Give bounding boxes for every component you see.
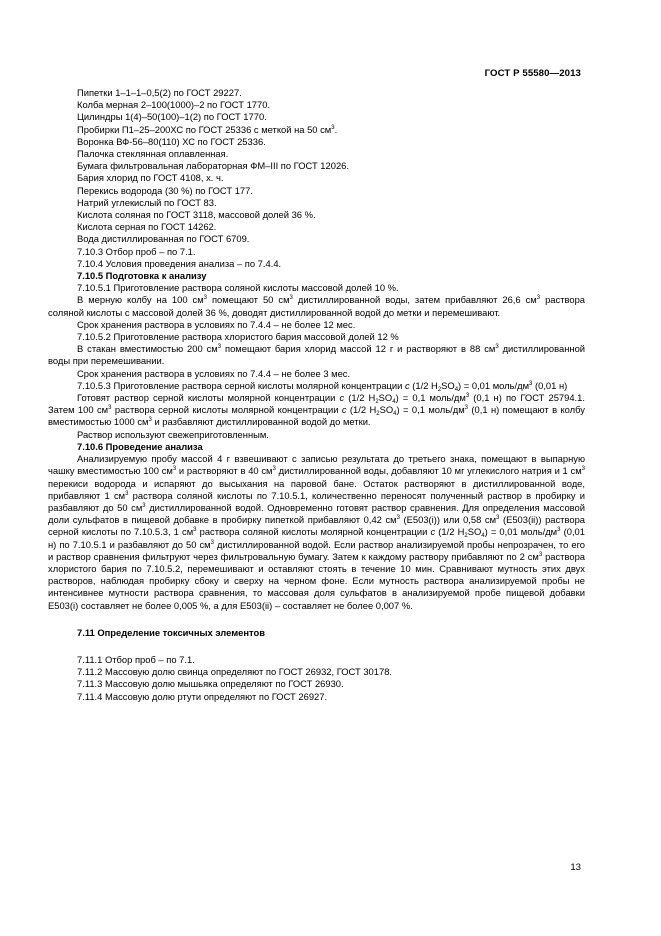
bacl-preparation-paragraph: В стакан вместимостью 200 $см^3$ помещают бария хлорид массой 12 г и растворяют в 88 $см^3$ дистиллированной воды при перемешивании. xyxy=(48,343,586,367)
equipment-item: Колба мерная 2–100(1000)–2 по ГОСТ 1770. xyxy=(77,99,271,111)
equipment-item: Воронка ВФ-56–80(110) ХС по ГОСТ 25336. xyxy=(77,135,266,147)
equipment-item: Бумага фильтровальная лабораторная ФМ–III по ГОСТ 12026. xyxy=(77,160,349,172)
equipment-item: Натрий углекислый по ГОСТ 83. xyxy=(77,196,217,208)
equipment-item: Пробирки П1–25–200ХС по ГОСТ 25336 с меткой на 50 $см^3$. xyxy=(77,123,338,135)
equipment-item: Цилиндры 1(4)–50(100)–1(2) по ГОСТ 1770. xyxy=(77,111,267,123)
page-body xyxy=(48,87,585,703)
equipment-item: Бария хлорид по ГОСТ 4108, х. ч. xyxy=(77,172,224,184)
equipment-item: Кислота серная по ГОСТ 14262. xyxy=(77,221,217,233)
document-header: ГОСТ Р 55580—2013 xyxy=(484,68,581,79)
storage-note: Срок хранения раствора в условиях по 7.4.4 – не более 12 мес. xyxy=(77,318,356,330)
equipment-item: Вода дистиллированная по ГОСТ 6709. xyxy=(77,233,250,245)
equipment-item: Перекись водорода (30 %) по ГОСТ 177. xyxy=(77,184,253,196)
section-7-11-item: 7.11.3 Массовую долю мышьяка определяют по ГОСТ 26930. xyxy=(77,678,344,690)
section-7-10-5-2: 7.10.5.2 Приготовление раствора хлористого бария массовой долей 12 % xyxy=(77,331,399,343)
equipment-item: Палочка стеклянная оплавленная. xyxy=(77,148,229,160)
section-7-10-5-1: 7.10.5.1 Приготовление раствора соляной кислоты массовой долей 10 %. xyxy=(77,282,399,294)
hcl-preparation-paragraph: В мерную колбу на 100 $см^3$ помещают 50 $см^3$ дистиллированной воды, затем прибавляют 26,6 $см^3$ раствора соляной кислоты с массовой долей 36 %, доводят дистиллированной водой до метки и перемешивают. xyxy=(48,294,586,318)
section-7-10-4: 7.10.4 Условия проведения анализа – по 7.4.4. xyxy=(77,257,282,269)
page-number: 13 xyxy=(570,862,581,873)
section-7-11-item: 7.11.4 Массовую долю ртути определяют по ГОСТ 26927. xyxy=(77,690,328,702)
section-7-10-5-3: 7.10.5.3 Приготовление раствора серной кислоты молярной концентрации с (1/2 $H_2SO_4) = 0,01$ моль/$дм^3$ (0,01 н) xyxy=(77,379,568,393)
section-7-10-5-heading: 7.10.5 Подготовка к анализу xyxy=(77,270,207,282)
section-7-11-item: 7.11.2 Массовую долю свинца определяют по ГОСТ 26932, ГОСТ 30178. xyxy=(77,666,393,678)
h2so4-preparation-paragraph: Готовят раствор серной кислоты молярной концентрации с (1/2 $H_2SO_4) = 0,1$ моль/$дм^3$ (0,1 н) по ГОСТ 25794.1. Затем 100 $см^3$ раствора серной кислоты молярной концентрации с (1/2 $H_2SO_4) = 0,1$ моль/$дм^3$ (0,1 н) помещают в колбу вместимостью 1000 $см^3$ и разбавляют дистиллированной водой до метки. xyxy=(48,392,585,428)
section-7-10-3: 7.10.3 Отбор проб – по 7.1. xyxy=(77,245,196,257)
storage-note: Срок хранения раствора в условиях по 7.4.4 – не более 3 мес. xyxy=(77,367,351,379)
section-7-11-item: 7.11.1 Отбор проб – по 7.1. xyxy=(77,653,195,665)
section-7-10-6-heading: 7.10.6 Проведение анализа xyxy=(77,440,203,452)
section-7-11-heading: 7.11 Определение токсичных элементов xyxy=(77,626,265,638)
fresh-solution-note: Раствор используют свежеприготовленным. xyxy=(77,428,269,440)
equipment-item: Пипетки 1–1–1–0,5(2) по ГОСТ 29227. xyxy=(77,87,242,98)
equipment-item: Кислота соляная по ГОСТ 3118, массовой долей 36 %. xyxy=(77,209,316,221)
analysis-paragraph: Анализируемую пробу массой 4 г взвешивают с записью результата до третьего знака, помещают в выпарную чашку вместимостью 100 $см^3$ и растворяют в 40 $см^3$ дистиллированной воды, добавляют 10 мг углекислого натрия и 1 $см^3$ перекиси водорода и испаряют до высыхания на паровой бане. Остаток растворяют в дистиллированной воде, прибавляют 1 $см^3$ раствора соляной кислоты по 7.10.5.1, количественно переносят полученный раствор в пробирку и разбавляют до 50 $см^3$ дистиллированной водой. Одновременно готовят раствор сравнения. Для определения массовой доли сульфатов в пищевой добавке в пробирку пипеткой прибавляют 0,42 $см^3$ (E503(i)) или 0,58 $см^3$ (E503(ii)) раствора серной кислоты по 7.10.5.3, 1 $см^3$ раствора соляной кислоты молярной концентрации с (1/2 $H_2SO_4) = 0,01$ моль/$дм^3$ (0,01 н) по 7.10.5.1 и разбавляют до 50 $см^3$ дистиллированной водой. Если раствор анализируемой пробы непрозрачен, то его и раствор сравнения фильтруют через фильтровальную бумагу. Затем к каждому раствору прибавляют по 2 $см^3$ раствора хлористого бария по 7.10.5.2, перемешивают и оставляют стоять в течение 10 мин. Сравнивают мутность этих двух растворов, наблюдая пробирку сбоку и сверху на черном фоне. Если мутность раствора анализируемой пробы не интенсивнее мутности раствора сравнения, то массовая доля сульфатов в анализируемой пробе пищевой добавки E503(i) составляет не более 0,005 %, а для E503(ii) – составляет не более 0,007 %. xyxy=(48,453,585,611)
